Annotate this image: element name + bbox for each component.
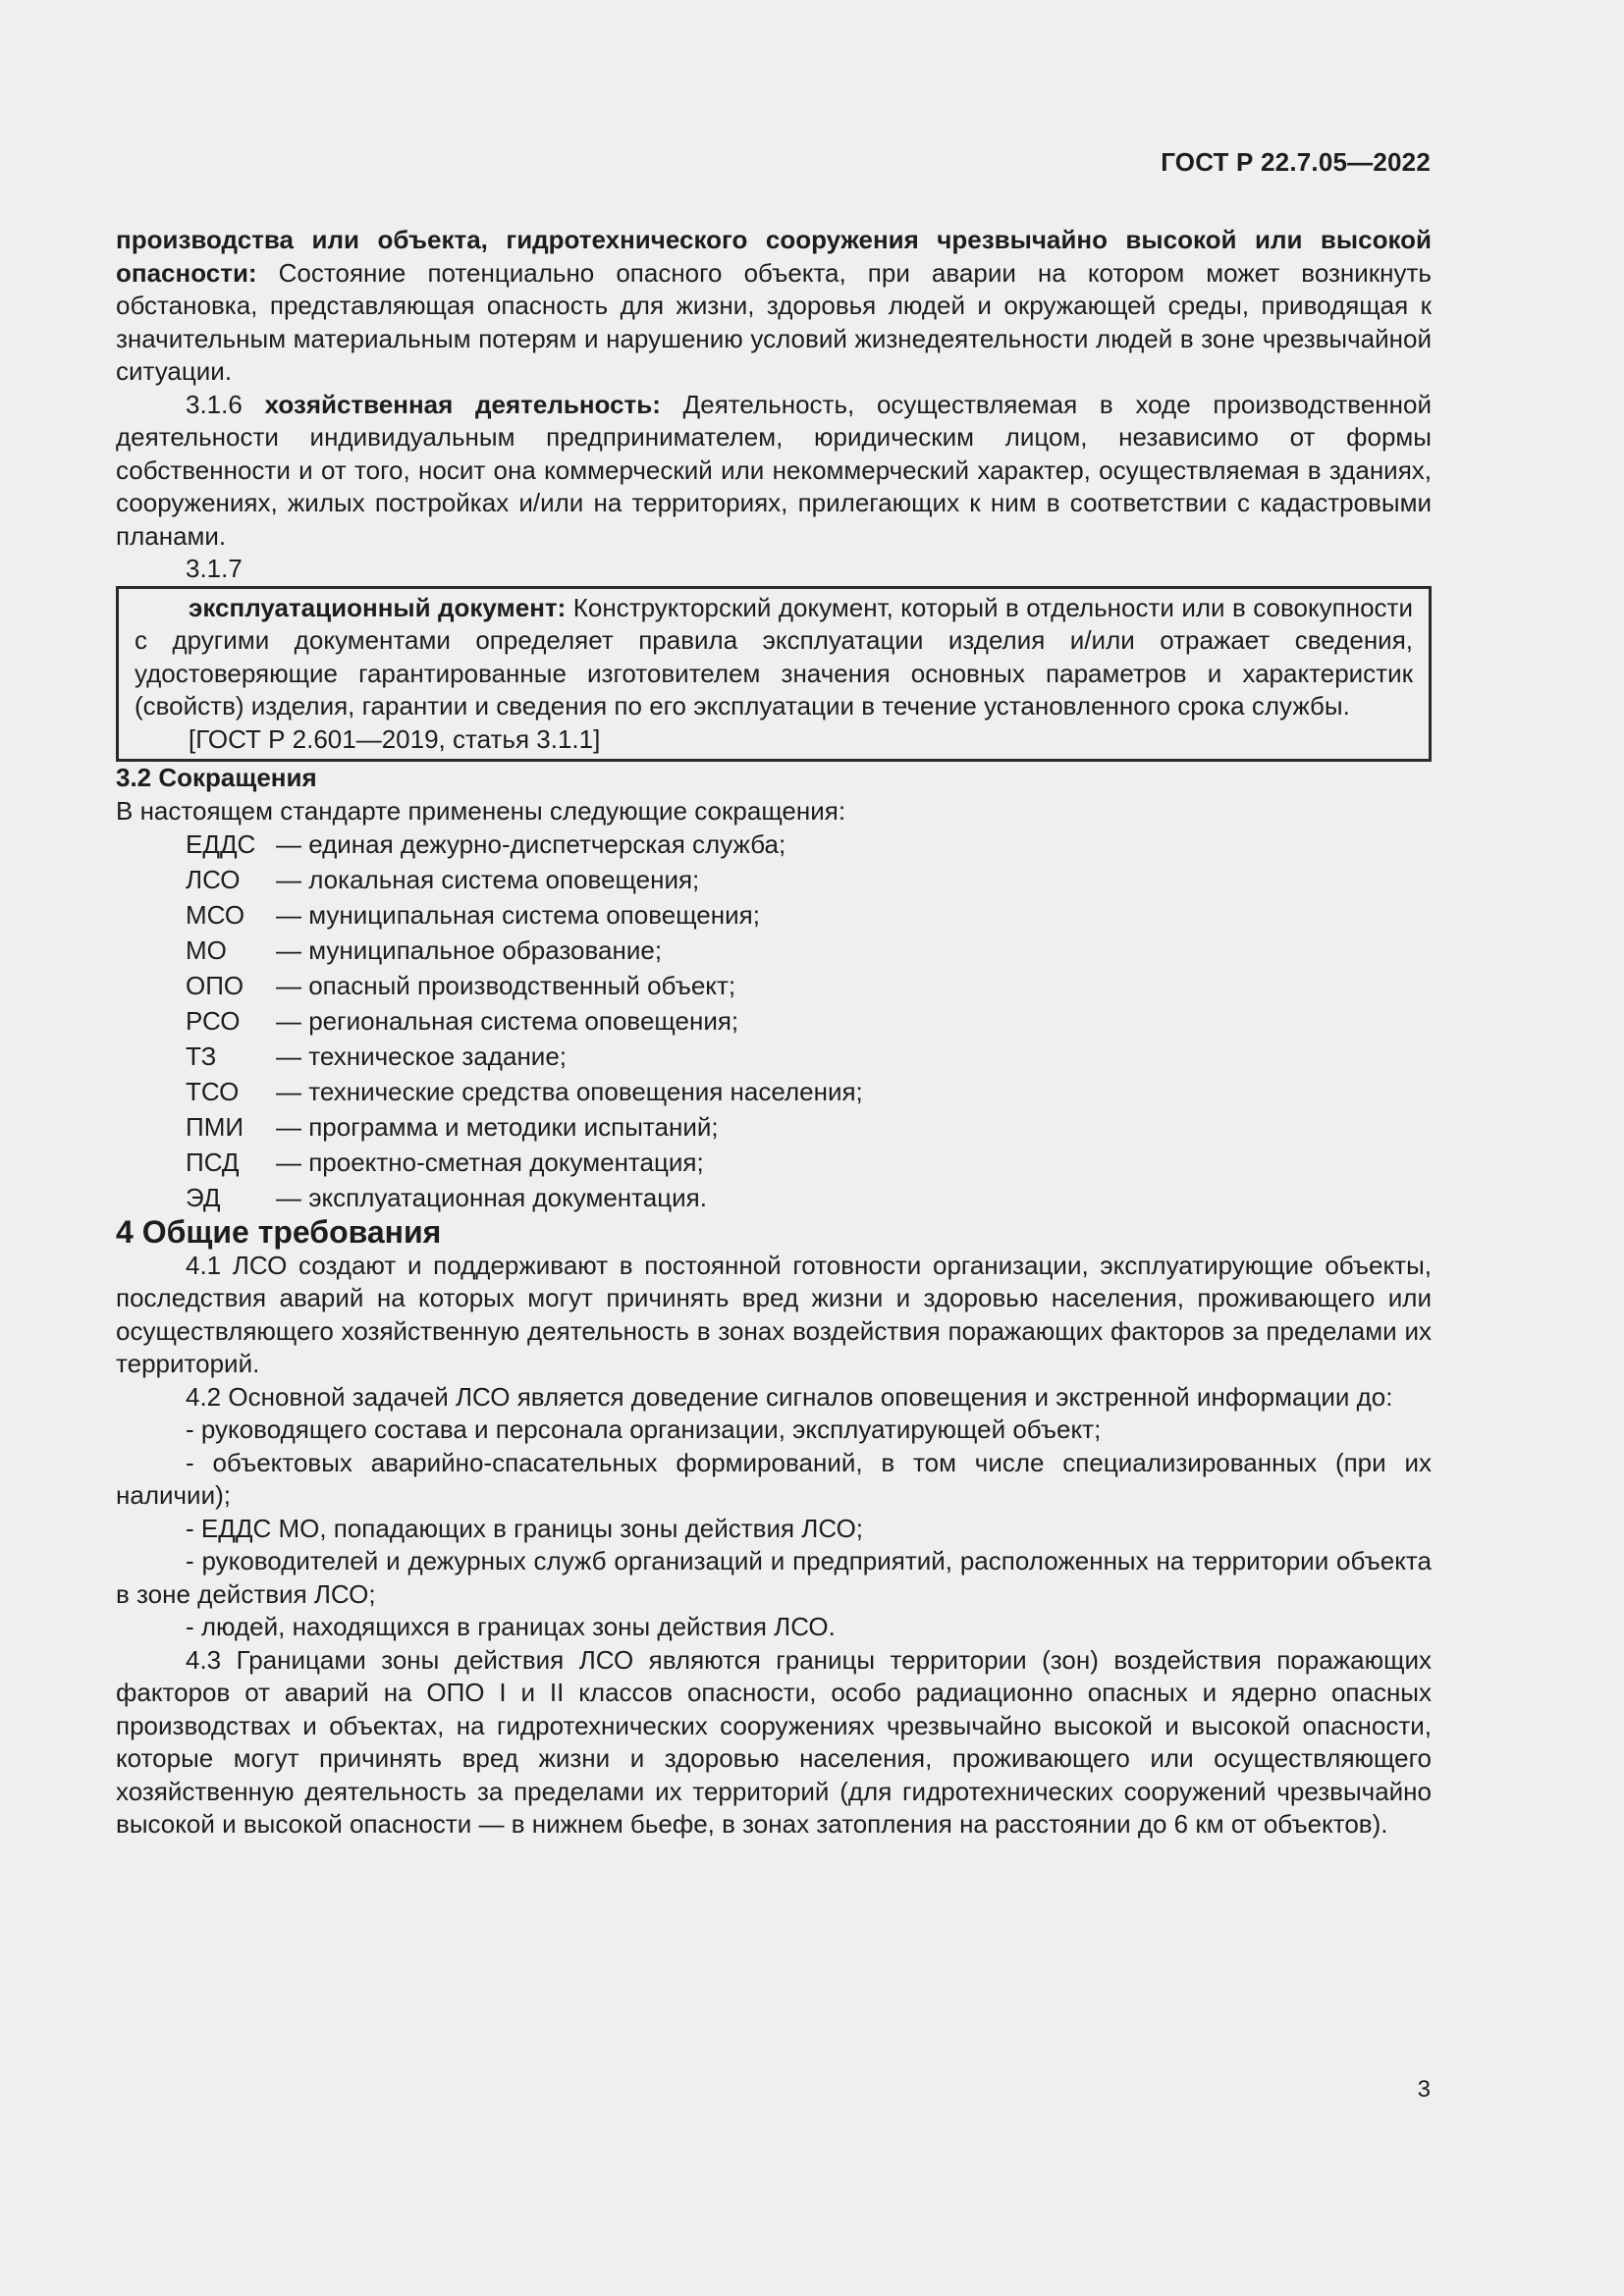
page-number: 3 <box>1417 2076 1431 2103</box>
abbreviation-item <box>186 1181 1432 1216</box>
abbreviation-code: ПСД <box>186 1148 240 1178</box>
paragraph-continued <box>116 224 1432 389</box>
definition-box-text <box>135 592 1413 723</box>
term-continued: производства или объекта, гидротехнического сооружения чрезвычайно высокой или высокой опасности: <box>116 225 1432 288</box>
abbreviation-meaning: — техническое задание; <box>276 1041 568 1072</box>
abbreviation-code: ЕДДС <box>186 829 256 860</box>
abbreviation-code: ЛСО <box>186 865 241 895</box>
source-reference: [ГОСТ Р 2.601—2019, статья 3.1.1] <box>189 723 601 754</box>
abbreviation-item <box>186 1040 1432 1075</box>
abbreviations-intro: В настоящем стандарте применены следующие сокращения: <box>116 795 846 826</box>
abbreviations-list <box>186 828 1432 1216</box>
dash-list-item: - объектовых аварийно-спасательных формирований, в том числе специализированных (при их наличии); <box>116 1447 1432 1510</box>
dash-list-item: - ЕДДС МО, попадающих в границы зоны действия ЛСО; <box>186 1513 864 1543</box>
abbreviation-code: ТСО <box>186 1077 240 1107</box>
clause-number-3-1-6: 3.1.6 <box>186 389 243 419</box>
abbreviation-meaning: — региональная система оповещения; <box>276 1006 739 1037</box>
abbreviation-meaning: — муниципальное образование; <box>276 935 663 966</box>
section-4-heading: 4 Общие требования <box>116 1214 442 1250</box>
abbreviation-meaning: — эксплуатационная документация. <box>276 1183 707 1213</box>
abbreviation-item <box>186 898 1432 934</box>
paragraph-4-3: 4.3 Границами зоны действия ЛСО являются границы территории (зон) воздействия поражающих факторов от аварий на ОПО I и II классов опасности, особо радиационно опасных и ядерно опасных производствах и объектах, на гидротехнических сооружениях чрезвычайно высокой и высокой опасности, которые могут причинять вред жизни и здоровью населения, проживающего или осуществляющего хозяйственную деятельность за пределами их территорий (для гидротехнических сооружений чрезвычайно высокой и высокой опасности — в нижнем бьефе, в зонах затопления на расстоянии до 6 км от объектов). <box>116 1644 1432 1839</box>
paragraph-4-2: 4.2 Основной задачей ЛСО является доведение сигналов оповещения и экстренной информации до: <box>186 1381 1393 1412</box>
abbreviation-meaning: — локальная система оповещения; <box>276 865 700 895</box>
abbreviation-item <box>186 828 1432 863</box>
abbreviation-code: МО <box>186 935 227 966</box>
abbreviation-item <box>186 969 1432 1004</box>
abbreviation-code: ПМИ <box>186 1112 244 1143</box>
paragraph-3-1-6 <box>116 389 1432 554</box>
abbreviation-meaning: — программа и методики испытаний; <box>276 1112 719 1143</box>
standard-code-header: ГОСТ Р 22.7.05—2022 <box>1161 147 1431 177</box>
abbreviation-meaning: — проектно-сметная документация; <box>276 1148 704 1178</box>
abbreviation-code: РСО <box>186 1006 241 1037</box>
abbreviation-meaning: — муниципальная система оповещения; <box>276 900 760 931</box>
abbreviation-item <box>186 1004 1432 1040</box>
abbreviation-code: ЭД <box>186 1183 221 1213</box>
abbreviation-item <box>186 1110 1432 1146</box>
dash-list-item: - людей, находящихся в границах зоны действия ЛСО. <box>186 1612 836 1641</box>
abbreviation-code: ОПО <box>186 971 244 1001</box>
abbreviation-item <box>186 863 1432 898</box>
definition-continued: Состояние потенциально опасного объекта, при аварии на котором может возникнуть обстановка, представляющая опасность для жизни, здоровья людей и окружающей среды, приводящая к значительным материальным потерям и нарушению условий жизнедеятельности людей в зоне чрезвычайной ситуации. <box>116 257 1432 386</box>
definition-3-1-6: Деятельность, осуществляемая в ходе производственной деятельности индивидуальным предпринимателем, юридическим лицом, независимо от формы собственности и от того, носит она коммерческий или некоммерческий характер, осуществляемая в зданиях, сооружениях, жилых постройках и/или на территориях, прилегающих к ним в соответствии с кадастровыми планами. <box>116 389 1432 551</box>
abbreviation-meaning: — единая дежурно-диспетчерская служба; <box>276 829 786 860</box>
abbreviation-meaning: — опасный производственный объект; <box>276 971 736 1001</box>
paragraph-4-1: 4.1 ЛСО создают и поддерживают в постоянной готовности организации, эксплуатирующие объекты, последствия аварий на которых могут причинять вред жизни и здоровью населения, проживающего или осуществляющего хозяйственную деятельность в зонах воздействия поражающих факторов за пределами их территорий. <box>116 1250 1432 1378</box>
abbreviation-item <box>186 1146 1432 1181</box>
abbreviation-item <box>186 934 1432 969</box>
abbreviation-code: ТЗ <box>186 1041 217 1072</box>
abbreviation-item <box>186 1075 1432 1110</box>
abbreviation-meaning: — технические средства оповещения населения; <box>276 1077 863 1107</box>
dash-list-item: - руководящего состава и персонала организации, эксплуатирующей объект; <box>186 1415 1102 1444</box>
term-3-1-7: эксплуатационный документ: <box>189 592 567 622</box>
boxed-definition-3-1-7 <box>116 586 1432 763</box>
page-content <box>116 224 1432 1842</box>
definition-3-1-7: Конструкторский документ, который в отдельности или в совокупности с другими документами определяет правила эксплуатации изделия и/или отражает сведения, удостоверяющие гарантированные изготовителем значения основных параметров и характеристик (свойств) изделия, гарантии и сведения по его эксплуатации в течение установленного срока службы. <box>135 592 1413 721</box>
abbreviations-heading: 3.2 Сокращения <box>116 763 317 792</box>
clause-number-3-1-7: 3.1.7 <box>186 554 243 583</box>
dash-list-item: - руководителей и дежурных служб организаций и предприятий, расположенных на территории объекта в зоне действия ЛСО; <box>116 1546 1432 1609</box>
term-3-1-6: хозяйственная деятельность: <box>264 389 661 419</box>
abbreviation-code: МСО <box>186 900 245 931</box>
